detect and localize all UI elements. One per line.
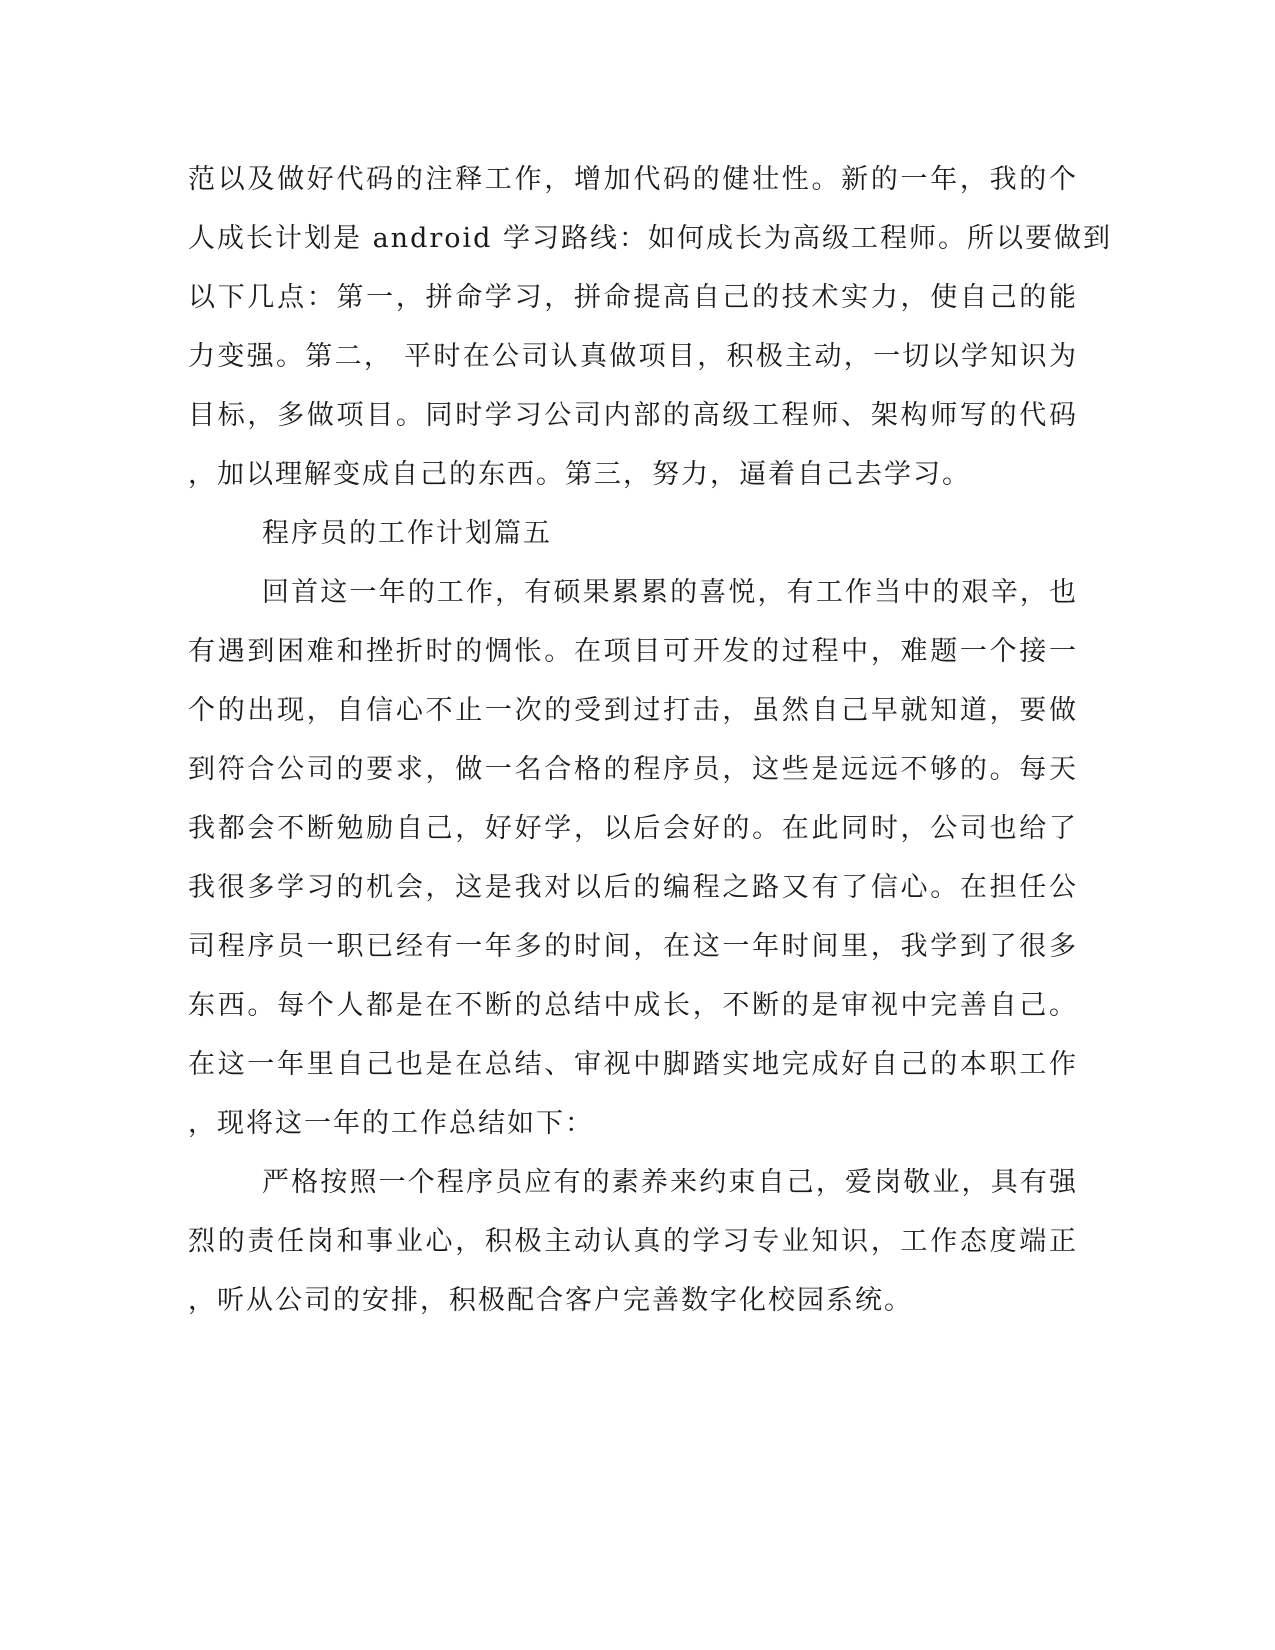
paragraph-line: 有遇到困难和挫折时的惆怅。在项目可开发的过程中，难题一个接一: [188, 636, 1078, 667]
paragraph-line: ，听从公司的安排，积极配合客户完善数字化校园系统。: [188, 1285, 913, 1316]
paragraph-line: 回首这一年的工作，有硕果累累的喜悦，有工作当中的艰辛，也: [262, 577, 1078, 608]
section-heading: 程序员的工作计划篇五: [262, 518, 552, 549]
paragraph-line: 个的出现，自信心不止一次的受到过打击，虽然自己早就知道，要做: [188, 695, 1078, 726]
paragraph-line: ，加以理解变成自己的东西。第三，努力，逼着自己去学习。: [188, 459, 971, 490]
paragraph-line: 在这一年里自己也是在总结、审视中脚踏实地完成好自己的本职工作: [188, 1049, 1078, 1080]
paragraph-line: 范以及做好代码的注释工作，增加代码的健壮性。新的一年，我的个: [188, 164, 1078, 195]
paragraph-line: 到符合公司的要求，做一名合格的程序员，这些是远远不够的。每天: [188, 754, 1078, 785]
paragraph-line: 烈的责任岗和事业心，积极主动认真的学习专业知识，工作态度端正: [188, 1226, 1078, 1257]
paragraph-line: 我都会不断勉励自己，好好学，以后会好的。在此同时，公司也给了: [188, 813, 1078, 844]
paragraph-line: 东西。每个人都是在不断的总结中成长，不断的是审视中完善自己。: [188, 990, 1078, 1021]
paragraph-line: 人成长计划是 android 学习路线：如何成长为高级工程师。所以要做到: [188, 223, 1113, 254]
paragraph-line: 目标，多做项目。同时学习公司内部的高级工程师、架构师写的代码: [188, 400, 1078, 431]
paragraph-line: 以下几点：第一，拼命学习，拼命提高自己的技术实力，使自己的能: [188, 282, 1078, 313]
paragraph-line: ，现将这一年的工作总结如下：: [188, 1108, 594, 1139]
paragraph-line: 力变强。第二， 平时在公司认真做项目，积极主动，一切以学知识为: [188, 341, 1078, 372]
paragraph-line: 严格按照一个程序员应有的素养来约束自己，爱岗敬业，具有强: [262, 1167, 1078, 1198]
paragraph-line: 我很多学习的机会，这是我对以后的编程之路又有了信心。在担任公: [188, 872, 1078, 903]
paragraph-line: 司程序员一职已经有一年多的时间，在这一年时间里，我学到了很多: [188, 931, 1078, 962]
